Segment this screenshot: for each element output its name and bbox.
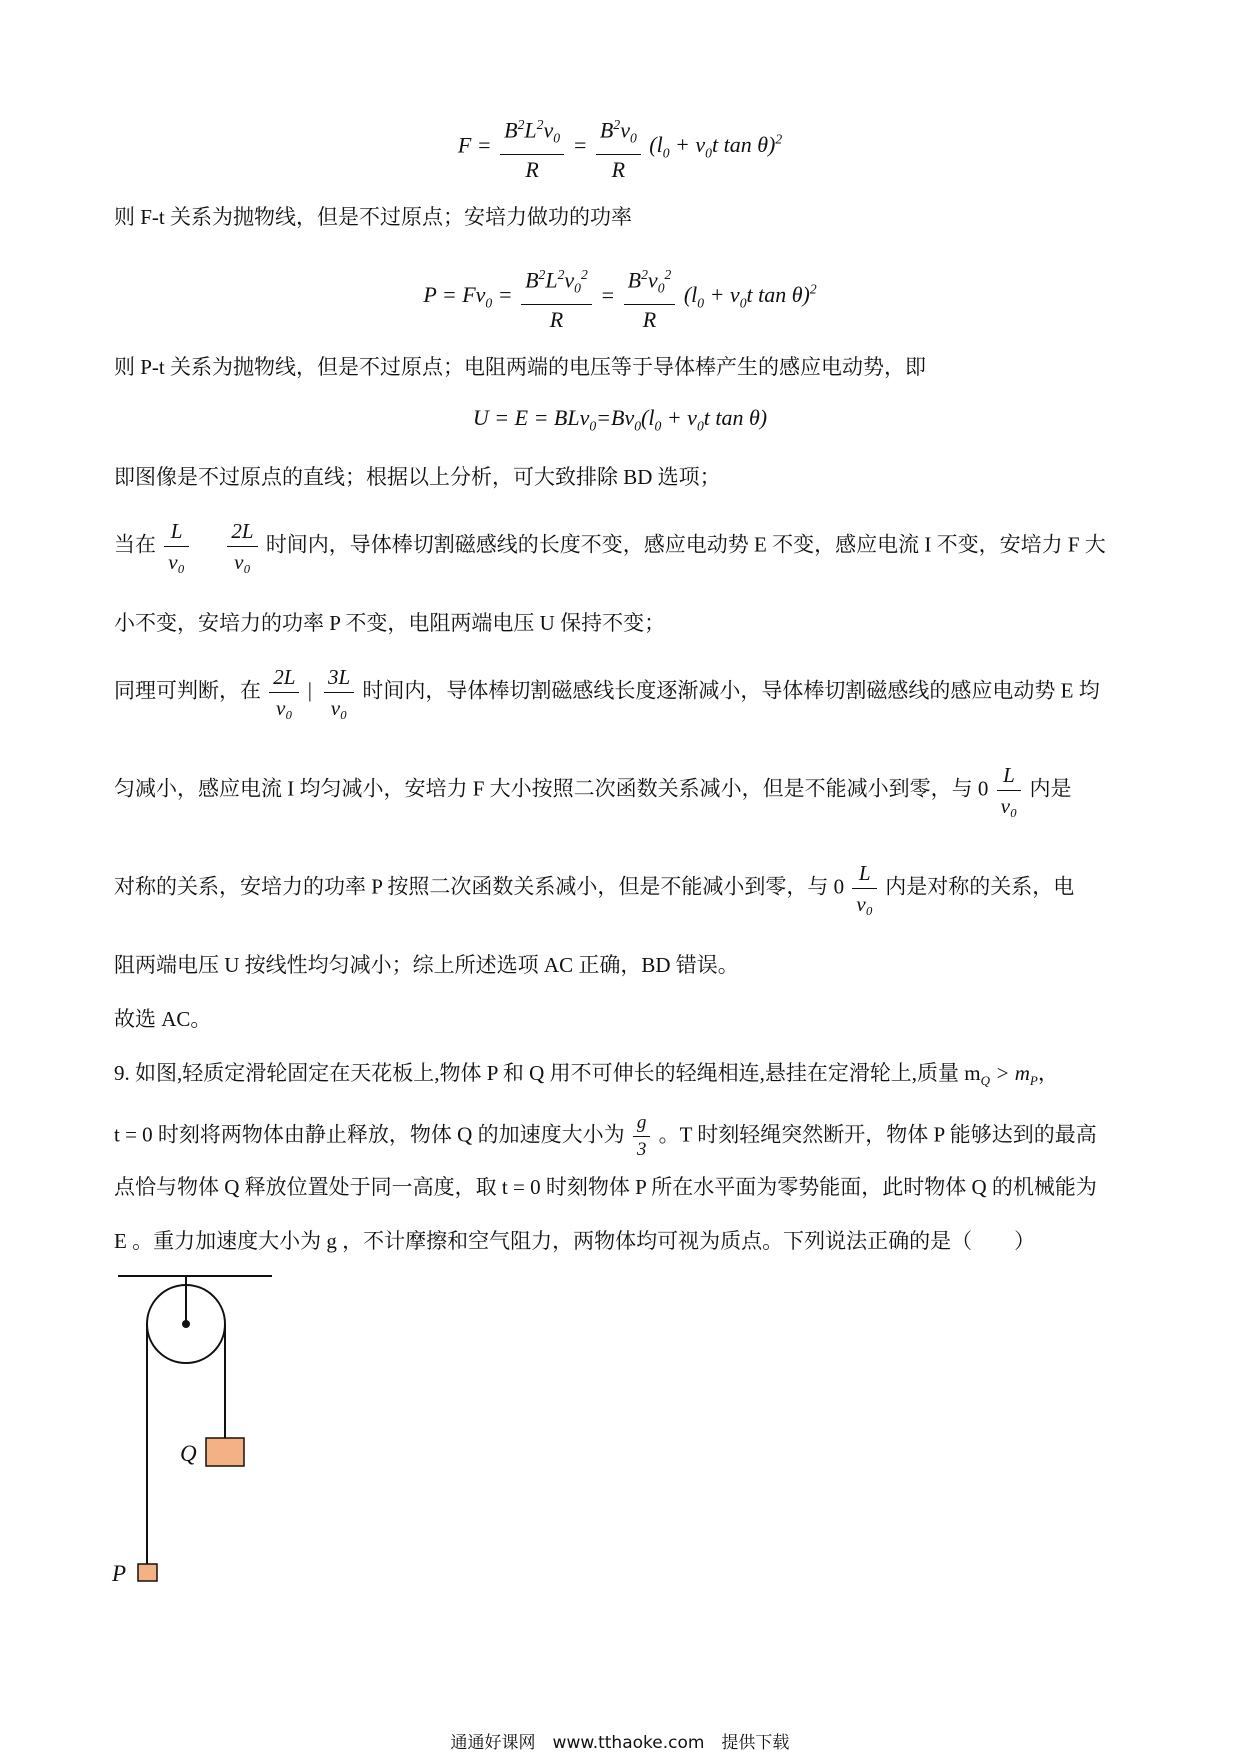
subscript-q: Q bbox=[980, 1073, 991, 1089]
text-line-6: 同理可判断，在 $\frac{2L}{\text{v₀}}$ | $\frac{3L}{\text{v₀}}$ 时间内，导体棒切割磁感线长度逐渐减小，导体棒切割磁感线的感应电动势 E 均 bbox=[114, 665, 1100, 720]
block-p bbox=[138, 1564, 157, 1581]
fraction-2l-v0: $\frac{2L}{\text{v₀}}$ bbox=[227, 518, 257, 575]
text-line-10: 故选 AC。 bbox=[114, 1007, 212, 1031]
text-line-6-start: 同理可判断，在 bbox=[114, 678, 261, 703]
fraction-2l-v0-b: $\frac{2L}{\text{v₀}}$ bbox=[269, 664, 299, 721]
text-line-8-end: 内是对称的关系，电 bbox=[885, 874, 1075, 899]
text-line-2: 则 P-t 关系为抛物线，但是不过原点；电阻两端的电压等于导体棒产生的感应电动势，即 bbox=[114, 355, 927, 379]
question-9-text-3: 。T 时刻轻绳突然断开，物体 P 能够达到的最高 bbox=[658, 1122, 1097, 1147]
label-p: P bbox=[112, 1561, 127, 1586]
fraction-l-v0: $\frac{L}{\text{v₀}}$ bbox=[164, 518, 189, 575]
text-line-9: 阻两端电压 U 按线性均匀减小；综上所述选项 AC 正确，BD 错误。 bbox=[114, 953, 739, 977]
text-line-4-start: 当在 bbox=[114, 532, 156, 557]
question-9-text-2: t = 0 时刻将两物体由静止释放，物体 Q 的加速度大小为 bbox=[114, 1122, 625, 1147]
label-q: Q bbox=[180, 1441, 197, 1466]
text-line-1: 则 F-t 关系为抛物线，但是不过原点；安培力做功的功率 bbox=[114, 205, 633, 229]
equation-force: F = $\frac{B^2L^2v_0}{R}$ = $\frac{B^2v_0}{R}$ ($l_0 + v_0t$ tan θ)$^2$ bbox=[0, 112, 1240, 183]
question-9-line-4: E 。重力加速度大小为 g ，不计摩擦和空气阻力，两物体均可视为质点。下列说法正确的是（ ） bbox=[114, 1229, 1036, 1253]
text-line-6-end: 时间内，导体棒切割磁感线长度逐渐减小，导体棒切割磁感线的感应电动势 E 均 bbox=[362, 678, 1100, 703]
question-9-text-1: 9. 如图,轻质定滑轮固定在天花板上,物体 P 和 Q 用不可伸长的轻绳相连,悬挂在定滑轮上,质量 m bbox=[114, 1061, 981, 1085]
question-9-line-1 bbox=[114, 1058, 1059, 1096]
text-line-8 bbox=[114, 860, 1074, 917]
text-line-3: 即图像是不过原点的直线；根据以上分析，可大致排除 BD 选项； bbox=[114, 465, 721, 489]
text-line-7-end: 内是 bbox=[1029, 776, 1072, 801]
fraction-g-3: $\frac{g}{3}$ bbox=[633, 1112, 651, 1161]
question-9-line-2 bbox=[114, 1112, 1097, 1161]
question-9-line-3: 点恰与物体 Q 释放位置处于同一高度，取 t = 0 时刻物体 P 所在水平面为零势能面，此时物体 Q 的机械能为 bbox=[114, 1175, 1097, 1199]
subscript-p: P bbox=[1029, 1073, 1038, 1089]
fraction-3l-v0: $\frac{3L}{\text{v₀}}$ bbox=[324, 664, 354, 721]
page-footer: 通通好课网 www.tthaoke.com 提供下载 bbox=[450, 1733, 790, 1753]
fraction-l-v0-c: $\frac{L}{\text{v₀}}$ bbox=[852, 860, 877, 917]
pulley-diagram bbox=[100, 1268, 300, 1598]
fraction-l-v0-b: $\frac{L}{\text{v₀}}$ bbox=[997, 762, 1022, 819]
question-9-comma: ， bbox=[1037, 1061, 1059, 1085]
pulley-axle bbox=[182, 1320, 190, 1328]
question-9-inequality: > m bbox=[990, 1061, 1030, 1085]
text-line-4-end: 时间内，导体棒切割磁感线的长度不变，感应电动势 E 不变，感应电流 I 不变，安培力 F 大 bbox=[265, 532, 1106, 557]
equation-voltage: $U = E = BLv_0=Bv_0(l_0 + v_0t$ tan θ) bbox=[472, 405, 768, 434]
equation-power: $P = Fv_0$ = $\frac{B^2L^2v_0^2}{R}$ = $\frac{B^2v_0^2}{R}$ ($l_0 + v_0t$ tan θ)$^2$ bbox=[0, 262, 1240, 333]
text-line-7-start: 匀减小，感应电流 I 均匀减小，安培力 F 大小按照二次函数关系减小，但是不能减小到零，与 0 bbox=[114, 776, 989, 801]
text-line-5: 小不变，安培力的功率 P 不变，电阻两端电压 U 保持不变； bbox=[114, 611, 666, 635]
block-q bbox=[206, 1438, 244, 1466]
text-line-7 bbox=[114, 762, 1072, 819]
text-line-4 bbox=[114, 518, 1106, 575]
text-line-8-start: 对称的关系，安培力的功率 P 按照二次函数关系减小，但是不能减小到零，与 0 bbox=[114, 874, 845, 899]
